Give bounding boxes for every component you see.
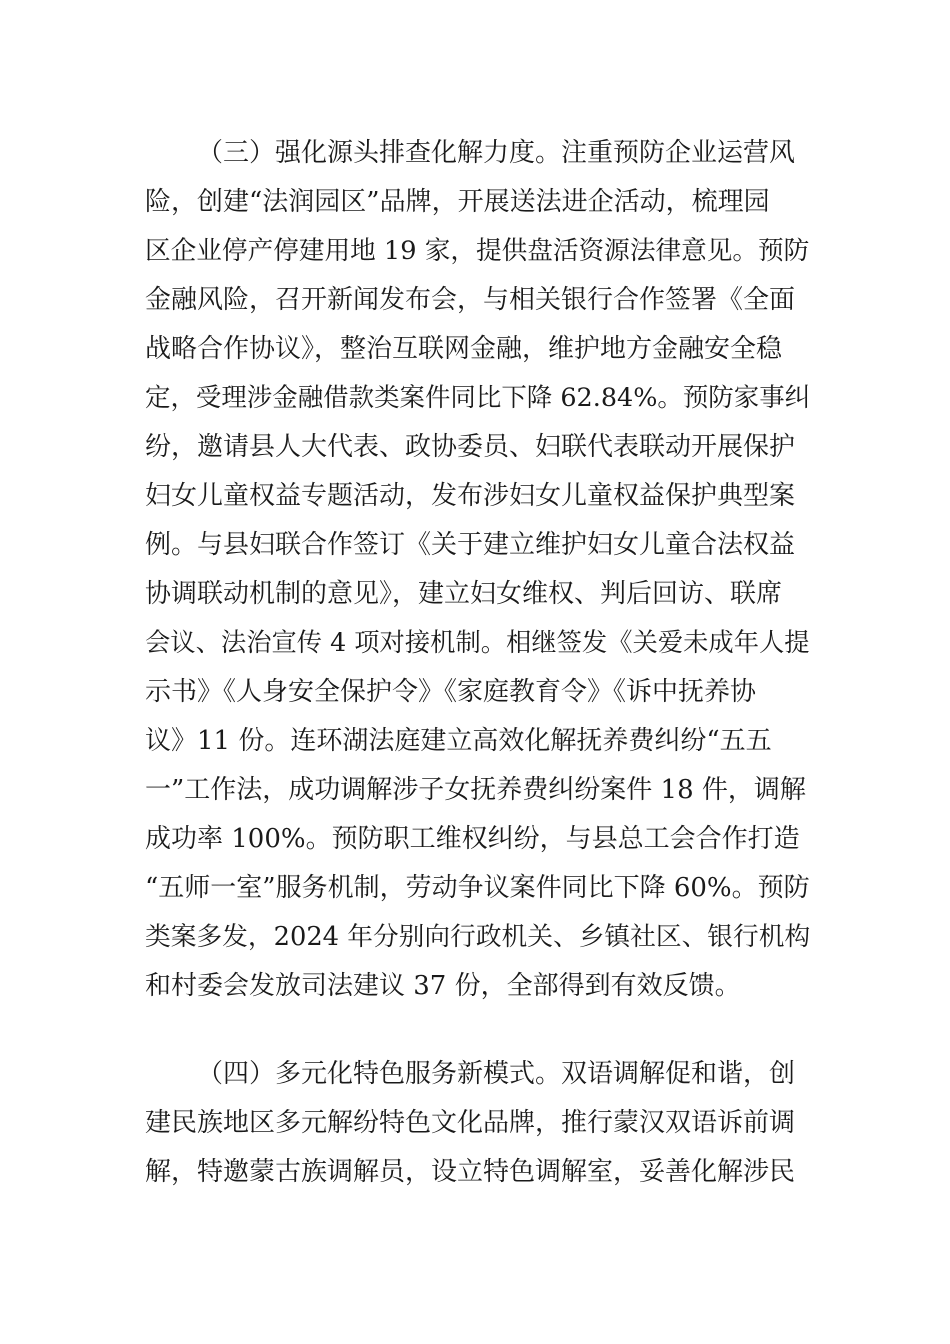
paragraph-line: 战略合作协议》，整治互联网金融，维护地方金融安全稳 [145,334,783,364]
paragraph-line: 一”工作法，成功调解涉子女抚养费纠纷案件 18 件，调解 [145,775,806,805]
paragraph-line: 险，创建“法润园区”品牌，开展送法进企活动，梳理园 [145,187,770,217]
paragraph-line: 和村委会发放司法建议 37 份，全部得到有效反馈。 [145,971,741,1001]
paragraph-line: 成功率 100%。预防职工维权纠纷，与县总工会合作打造 [145,824,800,854]
paragraph-line: 类案多发，2024 年分别向行政机关、乡镇社区、银行机构 [145,922,811,952]
paragraph-line: 会议、法治宣传 4 项对接机制。相继签发《关爱未成年人提 [145,628,810,657]
paragraph-line: 金融风险，召开新闻发布会，与相关银行合作签署《全面 [145,285,796,315]
paragraph-line: （四）多元化特色服务新模式。双语调解促和谐，创 [197,1059,796,1089]
paragraph-line: （三）强化源头排查化解力度。注重预防企业运营风 [197,138,796,168]
paragraph-line: 议》11 份。连环湖法庭建立高效化解抚养费纠纷“五五 [145,726,772,756]
paragraph-line: 定，受理涉金融借款类案件同比下降 62.84%。预防家事纠 [145,383,811,413]
paragraph-line: 示书》《人身安全保护令》《家庭教育令》《诉中抚养协 [145,677,757,707]
paragraph-line: 解，特邀蒙古族调解员，设立特色调解室，妥善化解涉民 [145,1157,796,1187]
paragraph-line: 区企业停产停建用地 19 家，提供盘活资源法律意见。预防 [145,236,810,266]
paragraph-line: “五师一室”服务机制，劳动争议案件同比下降 60%。预防 [145,873,810,903]
paragraph-line: 纷，邀请县人大代表、政协委员、妇联代表联动开展保护 [145,432,796,462]
paragraph-line: 建民族地区多元解纷特色文化品牌，推行蒙汉双语诉前调 [145,1108,796,1138]
paragraph-line: 例。与县妇联合作签订《关于建立维护妇女儿童合法权益 [145,530,796,560]
paragraph-line: 协调联动机制的意见》，建立妇女维权、判后回访、联席 [145,579,783,609]
paragraph-line: 妇女儿童权益专题活动，发布涉妇女儿童权益保护典型案 [145,481,796,511]
